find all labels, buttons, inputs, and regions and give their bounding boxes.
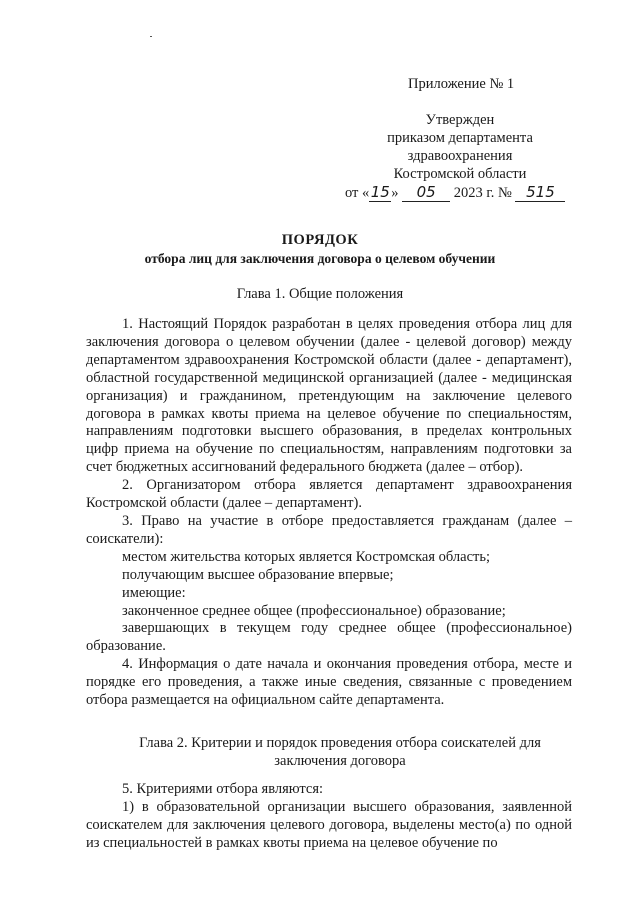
- paragraph: местом жительства которых является Костромская область;: [122, 548, 491, 565]
- order-of-label: приказом департамента: [387, 130, 533, 146]
- scan-mark: [150, 36, 152, 37]
- date-month: 05: [402, 183, 450, 202]
- chapter-1-heading: Глава 1. Общие положения: [236, 286, 404, 302]
- document-title: ПОРЯДОК: [281, 232, 359, 248]
- paragraph: законченное среднее общее (профессиональное) образование;: [122, 602, 506, 619]
- region-label: Костромской области: [393, 166, 527, 182]
- paragraph: имеющие:: [122, 584, 186, 601]
- date-mid: »: [391, 185, 399, 201]
- chapter-2-body: [86, 780, 572, 852]
- paragraph: 1) в образовательной организации высшего образования, заявленной соискателем для заключения целевого договора, выделены место(а) по одной из специальностей в рамках квоты приема на целевое обучение по: [86, 799, 572, 851]
- paragraph: 1. Настоящий Порядок разработан в целях проведения отбора лиц для заключения договора о целевом обучении (далее - целевой договор) между департаментом здравоохранения Костромской области (далее - департамент), областной государственной медицинской организацией (далее - медицинская организация) и гражданином, претендующим на заключение целевого договора в рамках квоты приема на целевое обучение по специальностям, направлениям подготовки высшего образования, в пределах контрольных цифр приема на обучение по специальностям, направлениям подготовки за счет бюджетных ассигнований федерального бюджета (далее – отбор).: [86, 316, 572, 476]
- paragraph: 5. Критериями отбора являются:: [122, 781, 324, 797]
- order-number: 515: [515, 183, 565, 202]
- order-date-line: [345, 183, 565, 202]
- document-subtitle: отбора лиц для заключения договора о целевом обучении: [144, 251, 496, 266]
- paragraph: 2. Организатором отбора является департамент здравоохранения Костромской области (далее – департамент).: [86, 477, 572, 512]
- paragraph: 3. Право на участие в отборе предоставляется гражданам (далее – соискатели):: [86, 512, 572, 547]
- department-label: здравоохранения: [407, 148, 513, 164]
- chapter-2-heading: Глава 2. Критерии и порядок проведения отбора соискателей для заключения договора: [139, 735, 541, 769]
- date-day: 15: [370, 183, 390, 201]
- paragraph: завершающих в текущем году среднее общее (профессиональное) образование.: [86, 620, 572, 655]
- chapter-1-body: [86, 316, 572, 710]
- paragraph: 4. Информация о дате начала и окончания проведения отбора, месте и порядке его проведения, а также иные сведения, связанные с проведением отбора размещается на официальном сайте департамента.: [86, 656, 572, 709]
- date-year: 2023 г. №: [453, 185, 512, 201]
- approved-label: Утвержден: [425, 112, 495, 128]
- annex-label: Приложение № 1: [408, 76, 515, 92]
- date-prefix: от «: [345, 185, 370, 201]
- paragraph: получающим высшее образование впервые;: [122, 566, 394, 583]
